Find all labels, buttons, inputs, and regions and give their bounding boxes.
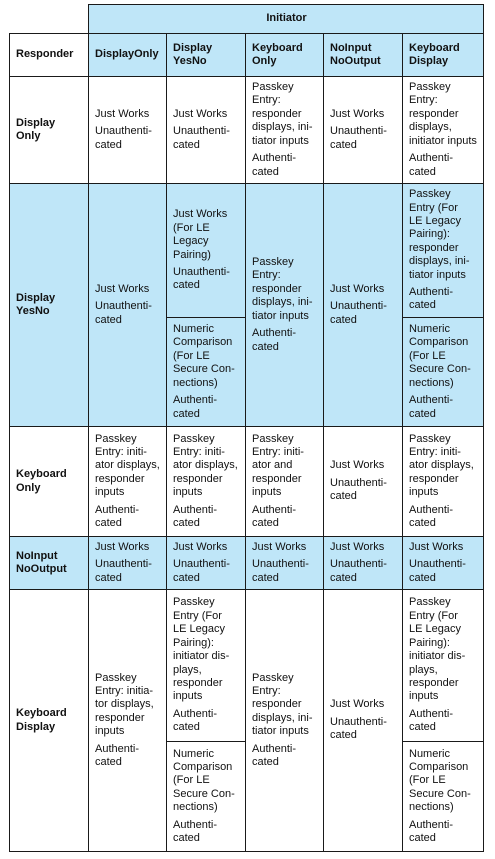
auth-text: Unauthenti- cated bbox=[409, 558, 466, 584]
auth-text: Unauthenti- cated bbox=[173, 265, 230, 292]
auth-text: Authenti- cated bbox=[173, 818, 218, 845]
method-text: Just Works bbox=[330, 540, 385, 553]
cell-noinputnooutput-keyboardonly bbox=[246, 537, 324, 590]
auth-text: Authenti- cated bbox=[173, 707, 218, 734]
method-text: Passkey Entry: responder displays, ini- tiator inputs bbox=[252, 81, 313, 147]
col-header-keyboardonly: Keyboard Only bbox=[246, 34, 324, 77]
cell-keyboardonly-displayyesno bbox=[167, 427, 246, 537]
method-text: Passkey Entry: initi- ator displays, responder inputs bbox=[409, 432, 474, 499]
cell-noinputnooutput-displayyesno bbox=[167, 537, 246, 590]
cell-keyboarddisplay-keyboarddisplay-secure bbox=[403, 742, 484, 852]
method-text: Just Works bbox=[409, 540, 464, 553]
auth-text: Authenti- cated bbox=[409, 818, 454, 845]
auth-text: Unauthenti- cated bbox=[95, 300, 152, 326]
cell-keyboarddisplay-displayyesno-legacy bbox=[167, 590, 246, 742]
cell-displayyesno-keyboarddisplay-secure bbox=[403, 318, 484, 427]
auth-text: Authenti- cated bbox=[95, 742, 140, 769]
method-text: Just Works bbox=[95, 282, 150, 295]
method-text: Just Works bbox=[330, 698, 385, 711]
method-text: Just Works bbox=[173, 107, 228, 120]
method-text: Just Works bbox=[95, 540, 150, 553]
auth-text: Authenti- cated bbox=[173, 394, 218, 420]
cell-keyboardonly-keyboarddisplay bbox=[403, 427, 484, 537]
cell-keyboarddisplay-keyboardonly bbox=[246, 590, 324, 852]
col-header-keyboarddisplay: Keyboard Display bbox=[403, 34, 484, 77]
method-text: Numeric Comparison (For LE Secure Con- nections) bbox=[409, 323, 471, 389]
cell-keyboardonly-keyboardonly bbox=[246, 427, 324, 537]
row-header-displayonly: Display Only bbox=[10, 77, 89, 184]
auth-text: Authenti- cated bbox=[409, 707, 454, 734]
method-text: Just Works bbox=[252, 540, 307, 553]
row-header-keyboardonly: Keyboard Only bbox=[10, 427, 89, 537]
auth-text: Unauthenti- cated bbox=[330, 476, 387, 503]
auth-text: Authenti- cated bbox=[409, 286, 454, 312]
method-text: Just Works bbox=[330, 459, 385, 472]
method-text: Passkey Entry: responder displays, initiator inputs bbox=[409, 81, 477, 147]
auth-text: Unauthenti- cated bbox=[173, 125, 230, 151]
col-header-noinputnooutput: NoInput NoOutput bbox=[324, 34, 403, 77]
method-text: Passkey Entry: initi- ator and responder inputs bbox=[252, 432, 304, 499]
auth-text: Unauthenti- cated bbox=[95, 558, 152, 584]
cell-displayonly-keyboardonly bbox=[246, 77, 324, 184]
initiator-header: Initiator bbox=[89, 5, 484, 34]
auth-text: Authenti- cated bbox=[95, 503, 140, 530]
method-text: Passkey Entry: initi- ator displays, responder inputs bbox=[95, 432, 160, 499]
method-text: Passkey Entry: initi- ator displays, responder inputs bbox=[173, 432, 238, 499]
method-text: Just Works bbox=[173, 540, 228, 553]
cell-displayonly-displayyesno bbox=[167, 77, 246, 184]
method-text: Passkey Entry (For LE Legacy Pairing): responder displays, ini- tiator inputs bbox=[409, 188, 470, 281]
auth-text: Authenti- cated bbox=[409, 394, 454, 420]
cell-noinputnooutput-displayonly bbox=[89, 537, 167, 590]
cell-displayyesno-noinputnooutput bbox=[324, 184, 403, 427]
cell-keyboardonly-noinputnooutput bbox=[324, 427, 403, 537]
method-text: Just Works bbox=[95, 107, 150, 120]
cell-displayonly-noinputnooutput bbox=[324, 77, 403, 184]
cell-displayyesno-keyboardonly bbox=[246, 184, 324, 427]
method-text: Passkey Entry (For LE Legacy Pairing): initiator dis- plays, responder inputs bbox=[173, 596, 230, 703]
auth-text: Unauthenti- cated bbox=[173, 558, 230, 584]
auth-text: Authenti- cated bbox=[409, 503, 454, 530]
auth-text: Authenti- cated bbox=[252, 327, 297, 353]
method-text: Passkey Entry: initia- tor displays, responder inputs bbox=[95, 671, 154, 738]
cell-keyboarddisplay-displayonly bbox=[89, 590, 167, 852]
auth-text: Authenti- cated bbox=[409, 152, 454, 178]
auth-text: Authenti- cated bbox=[252, 742, 297, 769]
method-text: Passkey Entry (For LE Legacy Pairing): initiator dis- plays, responder inputs bbox=[409, 596, 466, 703]
row-header-displayyesno: Display YesNo bbox=[10, 184, 89, 427]
method-text: Passkey Entry: responder displays, ini- tiator inputs bbox=[252, 256, 313, 322]
corner-cell bbox=[10, 5, 89, 34]
method-text: Numeric Comparison (For LE Secure Con- nections) bbox=[409, 747, 471, 814]
auth-text: Unauthenti- cated bbox=[330, 715, 387, 742]
auth-text: Unauthenti- cated bbox=[330, 125, 387, 151]
auth-text: Authenti- cated bbox=[252, 503, 297, 530]
cell-noinputnooutput-keyboarddisplay bbox=[403, 537, 484, 590]
cell-displayyesno-displayyesno-legacy bbox=[167, 184, 246, 318]
cell-displayyesno-displayonly bbox=[89, 184, 167, 427]
cell-noinputnooutput-noinputnooutput bbox=[324, 537, 403, 590]
method-text: Numeric Comparison (For LE Secure Con- nections) bbox=[173, 323, 235, 389]
auth-text: Authenti- cated bbox=[173, 503, 218, 530]
col-header-displayonly: DisplayOnly bbox=[89, 34, 167, 77]
auth-text: Unauthenti- cated bbox=[95, 125, 152, 151]
cell-keyboarddisplay-displayyesno-secure bbox=[167, 742, 246, 852]
cell-keyboarddisplay-keyboarddisplay-legacy bbox=[403, 590, 484, 742]
auth-text: Authenti- cated bbox=[252, 152, 297, 178]
row-header-keyboarddisplay: Keyboard Display bbox=[10, 590, 89, 852]
auth-text: Unauthenti- cated bbox=[252, 558, 309, 584]
cell-keyboardonly-displayonly bbox=[89, 427, 167, 537]
auth-text: Unauthenti- cated bbox=[330, 300, 387, 326]
method-text: Numeric Comparison (For LE Secure Con- nections) bbox=[173, 747, 235, 814]
method-text: Just Works (For LE Legacy Pairing) bbox=[173, 208, 228, 261]
cell-displayonly-keyboarddisplay bbox=[403, 77, 484, 184]
cell-keyboarddisplay-noinputnooutput bbox=[324, 590, 403, 852]
method-text: Passkey Entry: responder displays, ini- tiator inputs bbox=[252, 671, 313, 738]
method-text: Just Works bbox=[330, 282, 385, 295]
responder-header: Responder bbox=[10, 34, 89, 77]
method-text: Just Works bbox=[330, 107, 385, 120]
col-header-displayyesno: Display YesNo bbox=[167, 34, 246, 77]
cell-displayyesno-displayyesno-secure bbox=[167, 318, 246, 427]
pairing-methods-table bbox=[9, 4, 484, 852]
row-header-noinputnooutput: NoInput NoOutput bbox=[10, 537, 89, 590]
cell-displayonly-displayonly bbox=[89, 77, 167, 184]
auth-text: Unauthenti- cated bbox=[330, 558, 387, 584]
cell-displayyesno-keyboarddisplay-legacy bbox=[403, 184, 484, 318]
